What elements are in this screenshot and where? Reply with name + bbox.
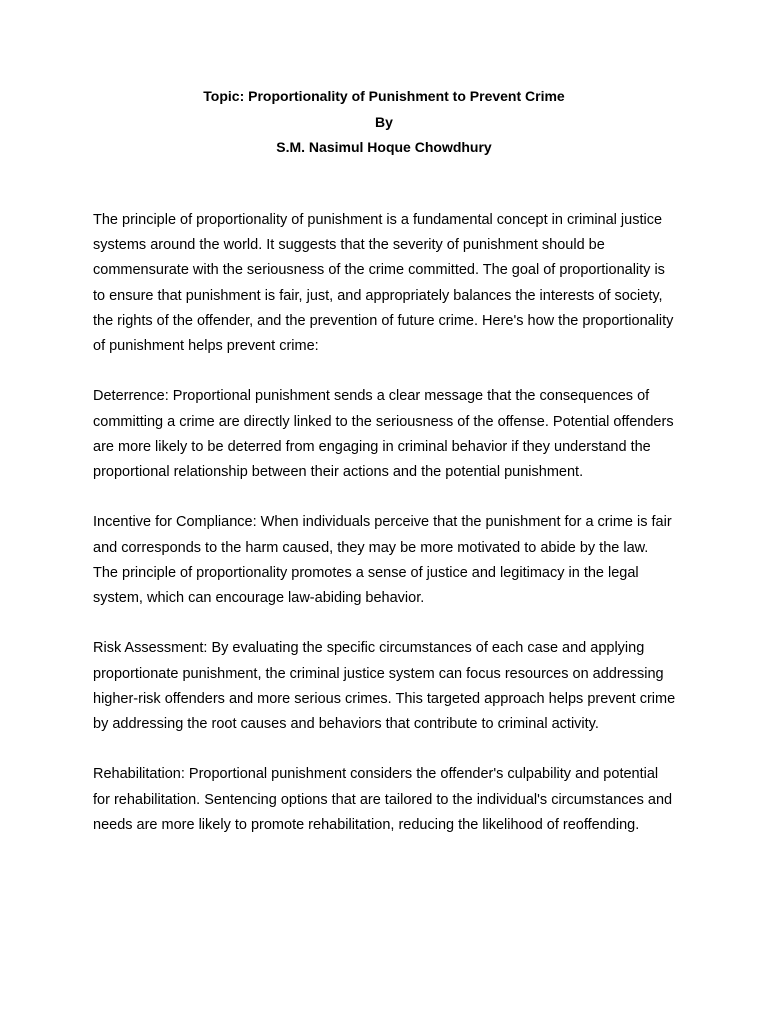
document-header xyxy=(0,84,768,161)
topic-title: Topic: Proportionality of Punishment to Prevent Crime xyxy=(203,88,565,104)
author-name: S.M. Nasimul Hoque Chowdhury xyxy=(276,139,492,155)
paragraph-deterrence: Deterrence: Proportional punishment sends a clear message that the consequences of committing a crime are directly linked to the seriousness of the offense. Potential offenders are more likely to be deterred from engaging in criminal behavior if they understand the proportional relationship between their actions and the potential punishment. xyxy=(93,388,674,481)
by-line: By xyxy=(375,113,393,130)
paragraph-risk-assessment: Risk Assessment: By evaluating the specific circumstances of each case and applying proportionate punishment, the criminal justice system can focus resources on addressing higher-risk offenders and more serious crimes. This targeted approach helps prevent crime by addressing the root causes and behaviors that contribute to criminal activity. xyxy=(93,640,676,733)
paragraph-intro: The principle of proportionality of punishment is a fundamental concept in criminal justice systems around the world. It suggests that the severity of punishment should be commensurate with the seriousness of the crime committed. The goal of proportionality is to ensure that punishment is fair, just, and appropriately balances the interests of society, the rights of the offender, and the prevention of future crime. Here's how the proportionality of punishment helps prevent crime: xyxy=(93,212,674,355)
paragraph-rehabilitation: Rehabilitation: Proportional punishment considers the offender's culpability and potential for rehabilitation. Sentencing options that are tailored to the individual's circumstances and needs are more likely to promote rehabilitation, reducing the likelihood of reoffending. xyxy=(93,766,673,833)
paragraph-incentive-for-compliance: Incentive for Compliance: When individuals perceive that the punishment for a crime is fair and corresponds to the harm caused, they may be more motivated to abide by the law. The principle of proportionality promotes a sense of justice and legitimacy in the legal system, which can encourage law-abiding behavior. xyxy=(93,514,672,607)
document-body xyxy=(93,208,677,863)
